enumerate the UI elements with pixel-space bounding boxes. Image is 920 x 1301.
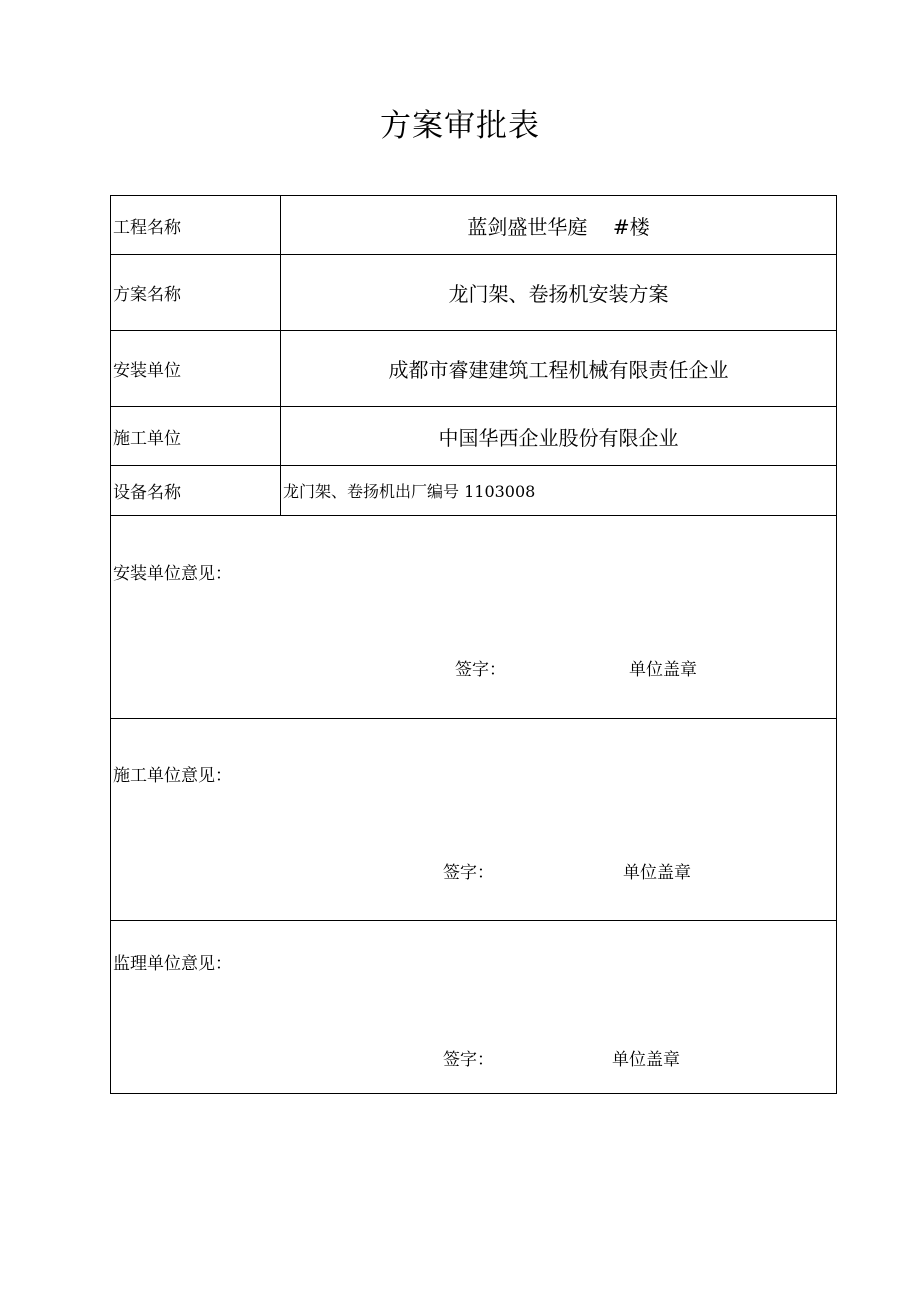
project-name-label: 工程名称 (111, 196, 281, 254)
page-title: 方案审批表 (380, 108, 540, 144)
supervision-sign-label: 签字： (443, 1050, 494, 1070)
row-equipment-name (111, 466, 836, 516)
project-name-value: 蓝剑盛世华庭 #楼 (467, 214, 650, 239)
installation-opinion-section (111, 516, 836, 719)
construction-unit-value: 中国华西企业股份有限企业 (438, 425, 679, 450)
row-plan-name (111, 255, 836, 331)
construction-unit-label: 施工单位 (111, 407, 281, 465)
row-installation-unit (111, 331, 836, 407)
installation-seal-label: 单位盖章 (629, 660, 697, 680)
installation-unit-value: 成都市睿建建筑工程机械有限责任企业 (388, 358, 729, 382)
equipment-name-label: 设备名称 (111, 466, 281, 515)
equipment-name-value: 龙门架、卷扬机出厂编号 1103008 (283, 482, 536, 501)
plan-name-value: 龙门架、卷扬机安装方案 (448, 282, 669, 306)
construction-sign-label: 签字： (443, 863, 494, 883)
plan-name-label: 方案名称 (111, 255, 281, 330)
construction-seal-label: 单位盖章 (623, 863, 691, 883)
supervision-opinion-section (111, 921, 836, 1093)
installation-opinion-label: 安装单位意见： (113, 564, 232, 584)
approval-form-table (110, 195, 837, 1094)
installation-sign-label: 签字： (455, 660, 506, 680)
installation-unit-label: 安装单位 (111, 331, 281, 406)
supervision-seal-label: 单位盖章 (612, 1050, 680, 1070)
construction-opinion-section (111, 719, 836, 921)
row-construction-unit (111, 407, 836, 466)
construction-opinion-label: 施工单位意见： (113, 766, 232, 786)
row-project-name (111, 196, 836, 255)
supervision-opinion-label: 监理单位意见： (113, 954, 232, 974)
